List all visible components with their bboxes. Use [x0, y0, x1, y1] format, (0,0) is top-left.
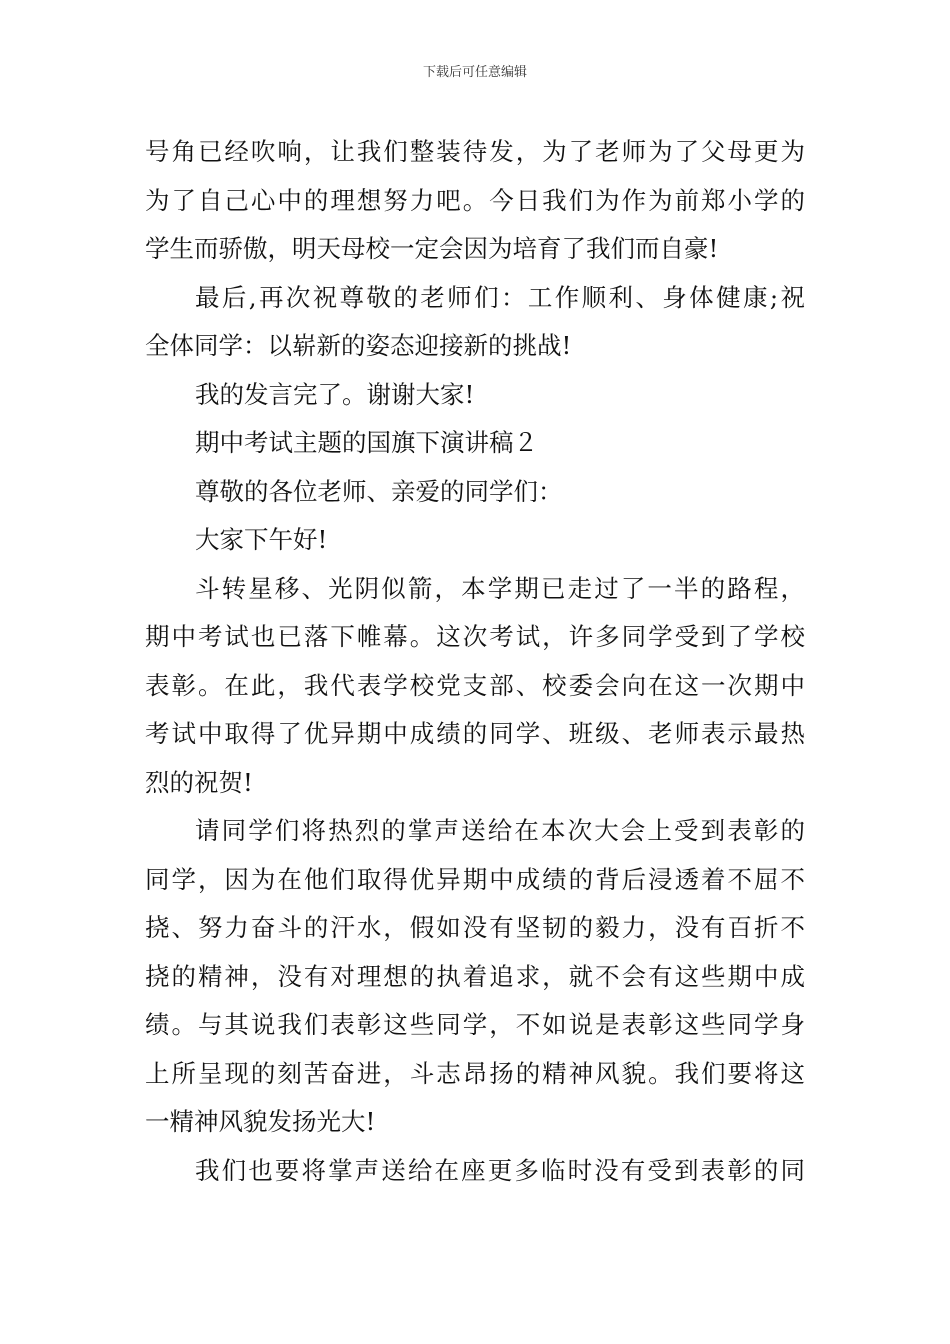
text-line: 请同学们将热烈的掌声送给在本次大会上受到表彰的 — [195, 816, 805, 845]
text-line: 上所呈现的刻苦奋进，斗志昂扬的精神风貌。我们要将这 — [145, 1058, 805, 1088]
text-line: 我们也要将掌声送给在座更多临时没有受到表彰的同 — [195, 1155, 805, 1185]
text-line: 挠、努力奋斗的汗水，假如没有坚韧的毅力，没有百折不 — [145, 913, 805, 942]
text-line: 考试中取得了优异期中成绩的同学、班级、老师表示最热 — [145, 719, 805, 748]
text-line: 烈的祝贺! — [145, 767, 253, 797]
text-line: 全体同学：以崭新的姿态迎接新的挑战! — [145, 331, 572, 360]
text-line: 同学，因为在他们取得优异期中成绩的背后浸透着不屈不 — [145, 864, 805, 894]
text-line: 斗转星移、光阴似箭，本学期已走过了一半的路程， — [195, 573, 805, 603]
text-line: 我的发言完了。谢谢大家! — [195, 379, 475, 409]
text-line: 表彰。在此，我代表学校党支部、校委会向在这一次期中 — [145, 670, 805, 700]
text-line: 学生而骄傲，明天母校一定会因为培育了我们而自豪! — [145, 234, 719, 263]
text-line: 号角已经吹响，让我们整装待发，为了老师为了父母更为 — [145, 137, 805, 166]
text-line: 为了自己心中的理想努力吧。今日我们为作为前郑小学的 — [145, 185, 805, 215]
document-body — [145, 128, 805, 1195]
page-header: 下载后可任意编辑 — [422, 65, 527, 80]
text-line: 一精神风貌发扬光大! — [145, 1107, 376, 1136]
text-line: 最后,再次祝尊敬的老师们：工作顺利、身体健康;祝 — [195, 282, 805, 312]
text-line: 大家下午好! — [195, 525, 328, 554]
text-line: 期中考试主题的国旗下演讲稿２ — [195, 428, 538, 457]
text-line: 绩。与其说我们表彰这些同学，不如说是表彰这些同学身 — [145, 1010, 805, 1039]
text-line: 期中考试也已落下帷幕。这次考试，许多同学受到了学校 — [145, 622, 805, 651]
text-line: 尊敬的各位老师、亲爱的同学们： — [195, 476, 563, 506]
text-line: 挠的精神，没有对理想的执着追求，就不会有这些期中成 — [145, 961, 805, 991]
